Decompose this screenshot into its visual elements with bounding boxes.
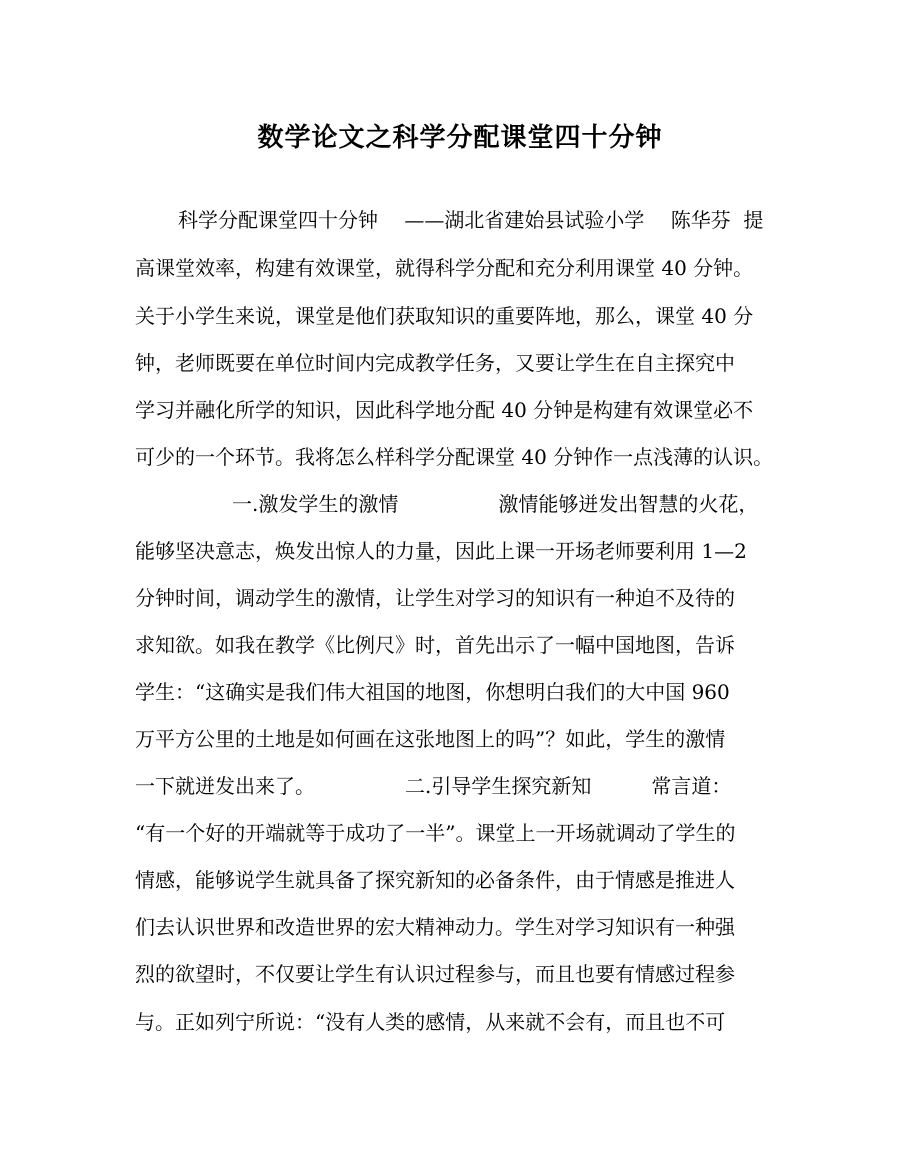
section-heading-line: 一下就迸发出来了。 二.引导学生探究新知 常言道： (135, 774, 732, 798)
body-line: 学习并融化所学的知识，因此科学地分配 40 分钟是构建有效课堂必不 (135, 398, 754, 422)
body-line: 烈的欲望时，不仅要让学生有认识过程参与，而且也要有情感过程参 (135, 962, 735, 986)
document-title: 数学论文之科学分配课堂四十分钟 (257, 123, 663, 153)
body-line: 可少的一个环节。我将怎么样科学分配课堂 40 分钟作一点浅薄的认识。 (135, 445, 774, 469)
body-line: 关于小学生来说，课堂是他们获取知识的重要阵地，那么，课堂 40 分 (135, 304, 754, 328)
body-line: 钟，老师既要在单位时间内完成教学任务，又要让学生在自主探究中 (135, 351, 735, 375)
body-line: 高课堂效率，构建有效课堂，就得科学分配和充分利用课堂 40 分钟。 (135, 256, 754, 280)
body-line: 能够坚决意志，焕发出惊人的力量，因此上课一开场老师要利用 1—2 (135, 539, 747, 563)
body-line: 求知欲。如我在教学《比例尺》时，首先出示了一幅中国地图，告诉 (135, 633, 735, 657)
body-line: 们去认识世界和改造世界的宏大精神动力。学生对学习知识有一种强 (135, 915, 735, 939)
body-line: 与。正如列宁所说：“没有人类的感情，从来就不会有，而且也不可 (135, 1010, 726, 1034)
body-line: 科学分配课堂四十分钟 ——湖北省建始县试验小学 陈华芬 提 (178, 208, 764, 232)
body-line: 情感，能够说学生就具备了探究新知的必备条件，由于情感是推进人 (135, 868, 735, 892)
body-line: 万平方公里的土地是如何画在这张地图上的吗”？如此，学生的激情 (135, 727, 726, 751)
section-heading-line: 一.激发学生的激情 激情能够迸发出智慧的火花， (232, 492, 759, 516)
body-line: 分钟时间，调动学生的激情，让学生对学习的知识有一种迫不及待的 (135, 586, 735, 610)
body-line: “有一个好的开端就等于成功了一半”。课堂上一开场就调动了学生的 (135, 821, 736, 845)
body-line: 学生：“这确实是我们伟大祖国的地图，你想明白我们的大中国 960 (135, 680, 730, 704)
